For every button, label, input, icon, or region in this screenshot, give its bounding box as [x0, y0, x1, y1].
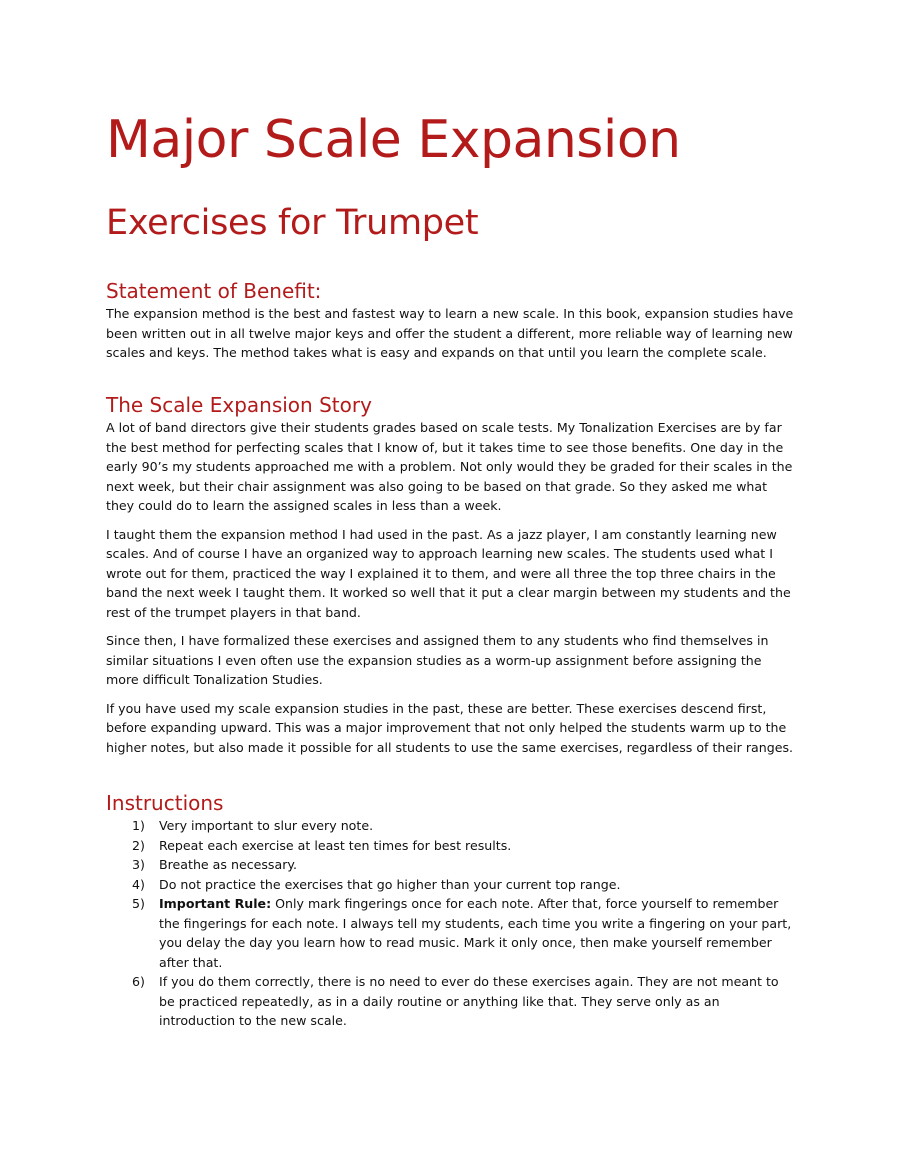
instruction-number: 4) — [132, 876, 145, 892]
story-paragraph: A lot of band directors give their students grades based on scale tests. My Tonalization Exercises are by far the best method for perfecting scales that I know of, but it takes time to see those benefits. One day in the early 90’s my students approached me with a problem. Not only would they be graded for their scales in the next week, but their chair assignment was also going to be based on that grade. So they asked me what they could do to learn the assigned scales in less than a week. — [106, 420, 793, 513]
instructions-list — [106, 816, 796, 1031]
document-title: Major Scale Expansion — [106, 110, 681, 170]
instructions-section — [106, 790, 796, 1031]
story-section — [106, 392, 796, 766]
story-paragraph: Since then, I have formalized these exercises and assigned them to any students who find themselves in similar situations I even often use the expansion studies as a worm-up assignment before assigning the more difficult Tonalization Studies. — [106, 633, 769, 687]
instruction-number: 6) — [132, 974, 145, 989]
instruction-item — [106, 855, 796, 875]
benefit-heading: Statement of Benefit: — [106, 279, 322, 303]
instruction-text: If you do them correctly, there is no need to ever do these exercises again. They are not meant to be practiced repeatedly, as in a daily routine or anything like that. They serve only as an introduction to the new scale. — [159, 974, 779, 1028]
instruction-text: Only mark fingerings once for each note. After that, force yourself to remember the fingerings for each note. I always tell my students, each time you write a fingering on your part, you delay the day you learn how to read music. Mark it only once, then make yourself remember after that. — [159, 896, 792, 970]
instruction-item — [106, 875, 796, 895]
instruction-text: Repeat each exercise at least ten times for best results. — [159, 837, 512, 853]
benefit-paragraph: The expansion method is the best and fastest way to learn a new scale. In this book, expansion studies have been written out in all twelve major keys and offer the student a different, more reliable way of learning new scales and keys. The method takes what is easy and expands on that until you learn the complete scale. — [106, 306, 794, 360]
instruction-item — [106, 972, 796, 1031]
instruction-number: 2) — [132, 837, 145, 853]
story-paragraph: If you have used my scale expansion studies in the past, these are better. These exercises descend first, before expanding upward. This was a major improvement that not only helped the students warm up to the higher notes, but also made it possible for all students to use the same exercises, regardless of their ranges. — [106, 700, 794, 755]
instruction-text: Very important to slur every note. — [159, 818, 374, 833]
instruction-number: 3) — [132, 857, 145, 872]
instructions-heading: Instructions — [106, 791, 224, 815]
instruction-item — [106, 836, 796, 856]
instruction-text: Do not practice the exercises that go higher than your current top range. — [159, 876, 621, 892]
document-subtitle: Exercises for Trumpet — [106, 203, 479, 243]
benefit-section — [106, 278, 796, 372]
instruction-text: Breathe as necessary. — [159, 857, 298, 872]
instruction-number: 5) — [132, 896, 145, 911]
instruction-item — [106, 894, 796, 972]
important-rule-label: Important Rule: — [159, 896, 272, 911]
story-paragraph: I taught them the expansion method I had used in the past. As a jazz player, I am constantly learning new scales. And of course I have an organized way to approach learning new scales. The students used what I wrote out for them, practiced the way I explained it to them, and were all three the top three chairs in the band the next week I taught them. It worked so well that it put a clear margin between my students and the rest of the trumpet players in that band. — [106, 526, 791, 620]
story-heading: The Scale Expansion Story — [106, 393, 372, 417]
instruction-number: 1) — [132, 818, 145, 833]
instruction-item — [106, 816, 796, 836]
